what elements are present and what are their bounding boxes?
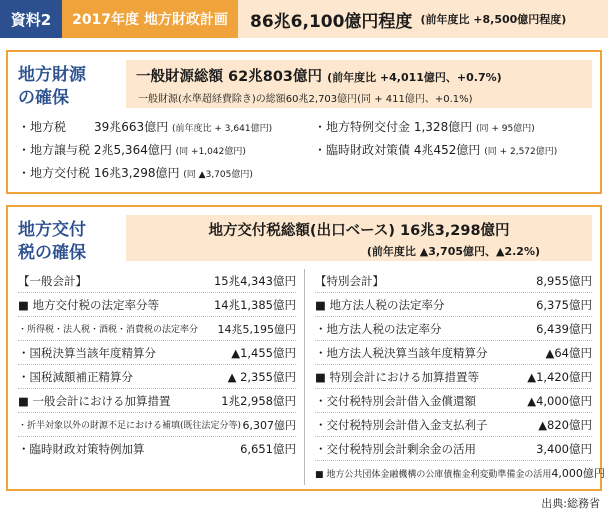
header-main — [238, 0, 608, 38]
table-row: ・国税減額補正精算分 ▲ 2,355億円 — [18, 365, 296, 389]
table-row: ■ 地方交付税の法定率分等 14兆1,385億円 — [18, 293, 296, 317]
panel-local-revenue — [6, 50, 602, 194]
header-total: 86兆6,100億円程度 — [250, 11, 413, 32]
general-revenue-summary — [126, 60, 592, 108]
table-row: ・折半対象以外の財源不足における補填(既往法定分等) 6,307億円 — [18, 413, 296, 437]
material-tag: 資料2 — [0, 0, 62, 38]
table-row: ■ 一般会計における加算措置 1兆2,958億円 — [18, 389, 296, 413]
table-row: 【一般会計】 15兆4,343億円 — [18, 269, 296, 293]
table-row: ・国税決算当該年度精算分 ▲1,455億円 — [18, 341, 296, 365]
general-account-column — [18, 269, 304, 485]
allocation-tax-summary — [126, 215, 592, 261]
table-row: ・所得税・法人税・酒税・消費税の法定率分 14兆5,195億円 — [18, 317, 296, 341]
allocation-tax-change: (前年度比 ▲3,705億円、▲2.2%) — [366, 245, 540, 258]
table-row: 【特別会計】 8,955億円 — [315, 269, 592, 293]
table-row: ・臨時財政対策特例加算 6,651億円 — [18, 442, 296, 456]
revenue-item: ・地方税 39兆663億円 (前年度比 + 3,641億円) — [18, 120, 273, 134]
table-row: ・地方法人税決算当該年度精算分 ▲64億円 — [315, 341, 592, 365]
revenue-item: ・地方交付税 16兆3,298億円 (同 ▲3,705億円) — [18, 166, 253, 180]
general-revenue-total: 一般財源総額 62兆803億円 — [136, 69, 322, 85]
section-title-revenue: 地方財源 の確保 — [18, 65, 86, 108]
general-revenue-sub: 一般財源(水準超経費除き)の総額60兆2,703億円(同 + 411億円、+0.1%) — [138, 94, 473, 105]
section-title-allocation-tax: 地方交付 税の確保 — [18, 220, 86, 263]
revenue-item: ・地方譲与税 2兆5,364億円 (同 +1,042億円) — [18, 143, 246, 157]
revenue-item: ・臨時財政対策債 4兆452億円 (同 + 2,572億円) — [314, 143, 558, 157]
table-row: ■ 地方法人税の法定率分 6,375億円 — [315, 293, 592, 317]
table-row: ■ 地方公共団体金融機構の公庫債権金利変動準備金の活用 4,000億円 — [315, 467, 605, 480]
table-row: ・交付税特別会計借入金償還額 ▲4,000億円 — [315, 389, 592, 413]
table-row: ・交付税特別会計借入金支払利子 ▲820億円 — [315, 413, 592, 437]
table-row: ・地方法人税の法定率分 6,439億円 — [315, 317, 592, 341]
allocation-breakdown-table — [18, 269, 605, 485]
table-row: ・交付税特別会計剰余金の活用 3,400億円 — [315, 437, 592, 461]
table-row: ■ 特別会計における加算措置等 ▲1,420億円 — [315, 365, 592, 389]
general-revenue-change: (前年度比 +4,011億円、+0.7%) — [327, 71, 502, 84]
special-account-column — [304, 269, 605, 485]
source-credit: 出典:総務省 — [541, 497, 600, 510]
panel-local-allocation-tax — [6, 205, 605, 491]
header-bar — [0, 0, 608, 38]
allocation-tax-total: 地方交付税総額(出口ベース) 16兆3,298億円 — [208, 223, 510, 239]
header-total-note: (前年度比 +8,500億円程度) — [420, 13, 567, 26]
revenue-item: ・地方特例交付金 1,328億円 (同 + 95億円) — [314, 120, 535, 134]
header-subtitle: 2017年度 地方財政計画 — [62, 0, 238, 38]
